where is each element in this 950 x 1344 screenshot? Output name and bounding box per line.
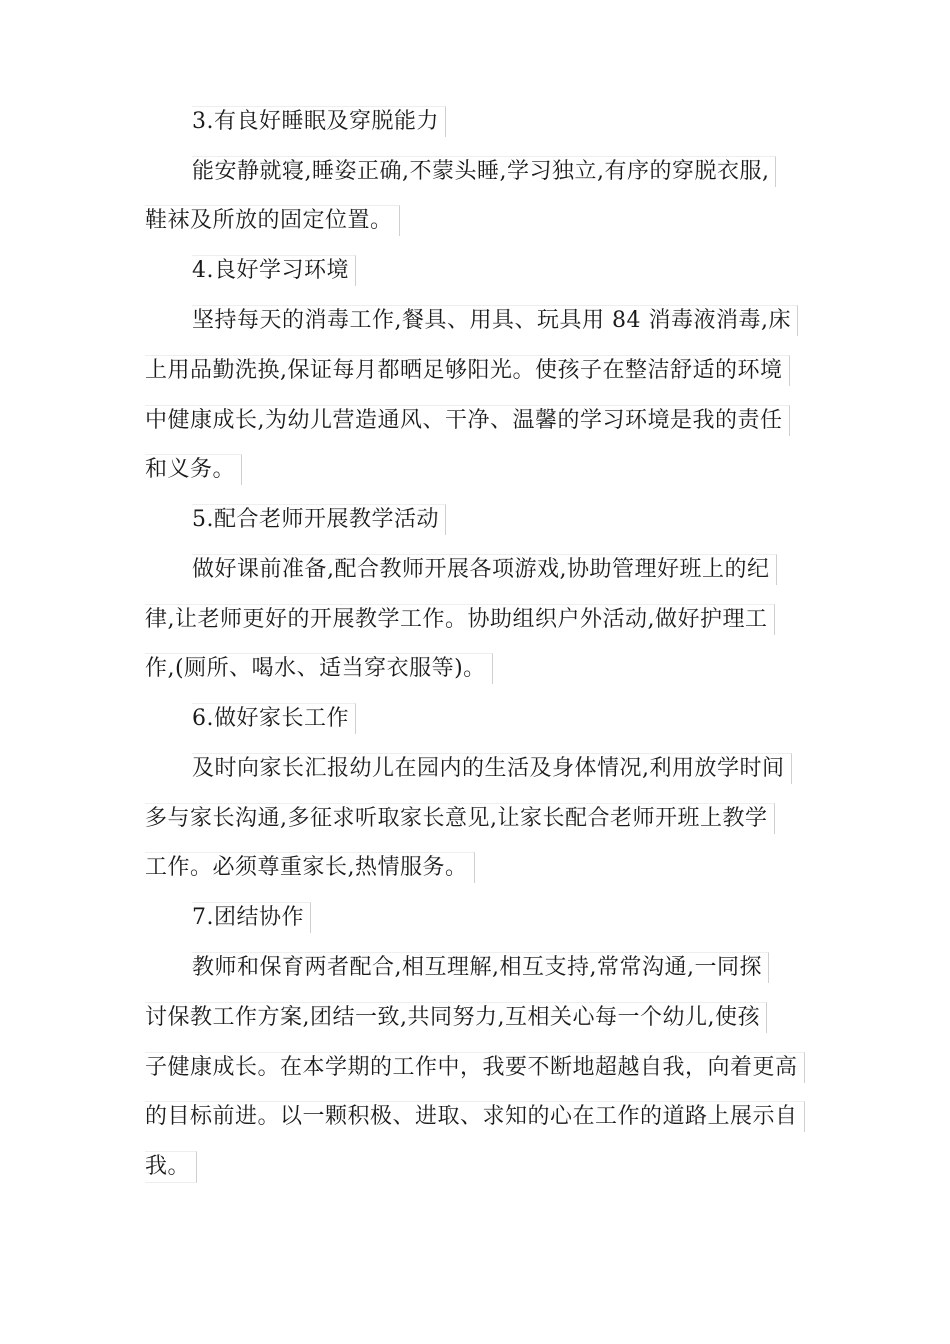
paragraph-line: 的目标前进。以一颗积极、进取、求知的心在工作的道路上展示自 bbox=[145, 1101, 805, 1132]
paragraph-line: 讨保教工作方案,团结一致,共同努力,互相关心每一个幼儿,使孩 bbox=[145, 1002, 767, 1033]
paragraph-line: 坚持每天的消毒工作,餐具、用具、玩具用 84 消毒液消毒,床 bbox=[192, 305, 798, 336]
paragraph-line: 律,让老师更好的开展教学工作。协助组织户外活动,做好护理工 bbox=[145, 604, 775, 635]
paragraph-line: 上用品勤洗换,保证每月都晒足够阳光。使孩子在整洁舒适的环境 bbox=[145, 355, 790, 386]
heading-sleep-dressing: 3.有良好睡眠及穿脱能力 bbox=[192, 106, 446, 137]
paragraph-line: 及时向家长汇报幼儿在园内的生活及身体情况,利用放学时间 bbox=[192, 753, 792, 784]
paragraph-line: 作,(厕所、喝水、适当穿衣服等)。 bbox=[145, 653, 493, 684]
heading-teamwork: 7.团结协作 bbox=[192, 902, 311, 933]
paragraph-line: 鞋袜及所放的固定位置。 bbox=[145, 205, 400, 236]
paragraph-line: 教师和保育两者配合,相互理解,相互支持,常常沟通,一同探 bbox=[192, 952, 769, 983]
paragraph-line: 能安静就寝,睡姿正确,不蒙头睡,学习独立,有序的穿脱衣服, bbox=[192, 156, 776, 187]
paragraph-line: 子健康成长。在本学期的工作中，我要不断地超越自我，向着更高 bbox=[145, 1052, 805, 1083]
paragraph-line: 工作。必须尊重家长,热情服务。 bbox=[145, 852, 475, 883]
paragraph-line: 做好课前准备,配合教师开展各项游戏,协助管理好班上的纪 bbox=[192, 554, 777, 585]
heading-learning-environment: 4.良好学习环境 bbox=[192, 255, 356, 286]
heading-teaching-activities: 5.配合老师开展教学活动 bbox=[192, 504, 446, 535]
paragraph-line: 我。 bbox=[145, 1151, 197, 1183]
paragraph-line: 和义务。 bbox=[145, 454, 242, 485]
paragraph-line: 中健康成长,为幼儿营造通风、干净、温馨的学习环境是我的责任 bbox=[145, 405, 790, 436]
heading-parent-work: 6.做好家长工作 bbox=[192, 703, 356, 734]
paragraph-line: 多与家长沟通,多征求听取家长意见,让家长配合老师开班上教学 bbox=[145, 803, 775, 834]
